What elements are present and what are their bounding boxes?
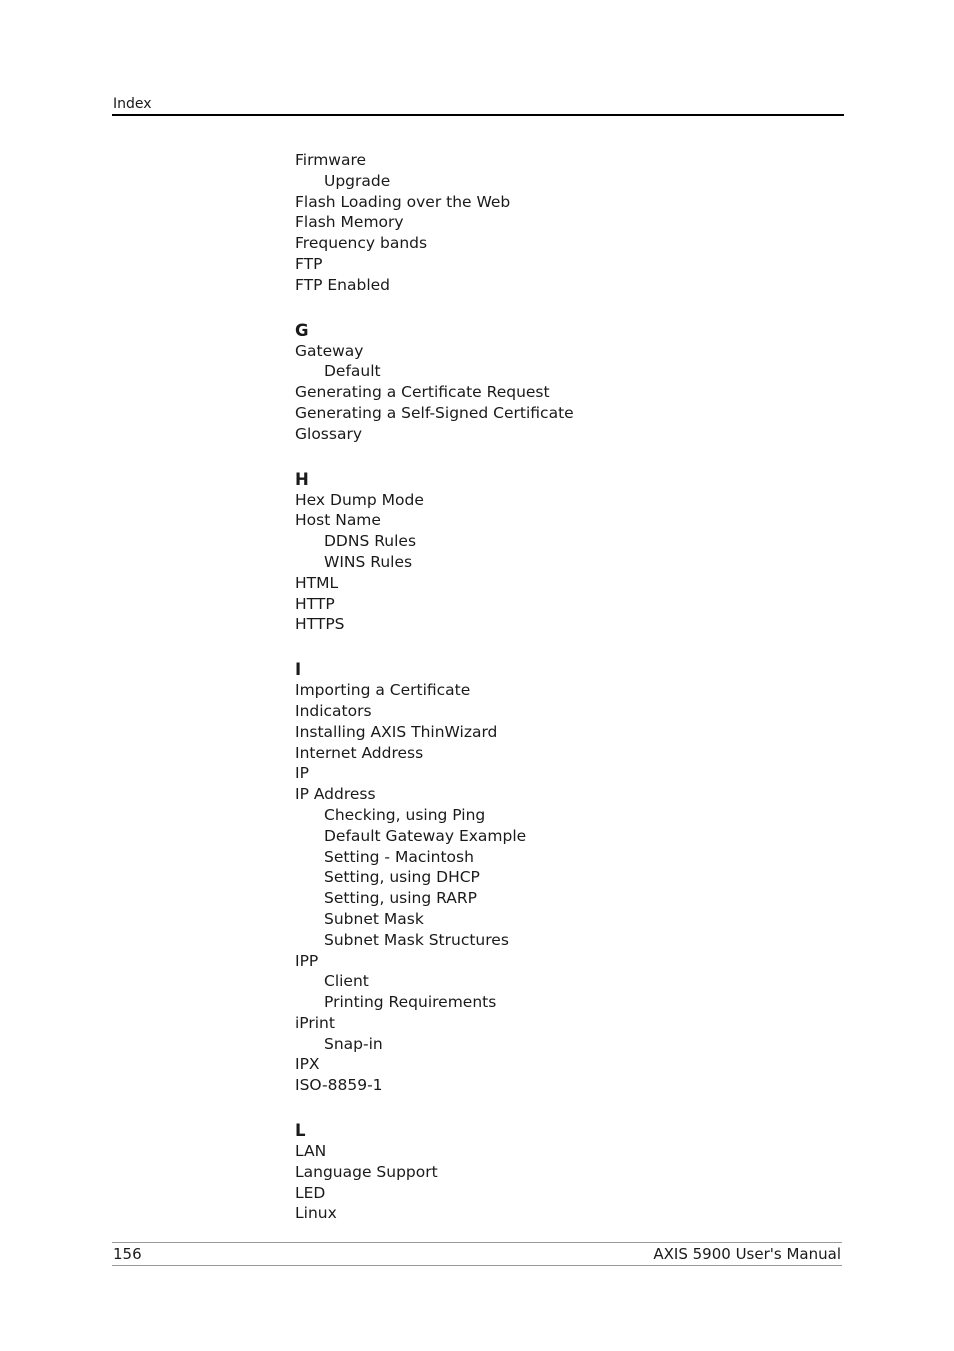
index-entry: iPrint xyxy=(295,1013,335,1032)
section-letter: G xyxy=(295,320,309,340)
section-letter: L xyxy=(295,1121,306,1141)
section-letter: H xyxy=(295,469,309,489)
index-subentry: Default Gateway Example xyxy=(324,826,527,845)
index-entry: Firmware xyxy=(295,151,367,169)
index-subentry: Subnet Mask xyxy=(324,909,424,928)
index-subentry: WINS Rules xyxy=(324,552,413,571)
manual-title: AXIS 5900 User's Manual xyxy=(653,1245,841,1263)
index-subentry: Checking, using Ping xyxy=(324,805,486,824)
index-subentry: Client xyxy=(324,972,369,991)
index-subentry: Default xyxy=(324,362,381,381)
index-entry: IP Address xyxy=(295,785,376,804)
index-entry: HTTP xyxy=(295,594,335,613)
index-entry: LAN xyxy=(295,1142,327,1161)
index-entry: FTP Enabled xyxy=(295,275,391,294)
index-entry: LED xyxy=(295,1183,326,1202)
page-number: 156 xyxy=(113,1245,142,1263)
section-gap xyxy=(295,635,815,660)
page-header xyxy=(112,94,844,116)
index-entry: Gateway xyxy=(295,341,364,360)
index-entry: Hex Dump Mode xyxy=(295,490,424,509)
page-footer xyxy=(112,1242,842,1266)
index-subentry: Snap-in xyxy=(324,1034,383,1053)
index-entry: Glossary xyxy=(295,424,362,443)
index-subentry: Printing Requirements xyxy=(324,993,497,1012)
index-entry: Indicators xyxy=(295,701,372,720)
index-subentry: Subnet Mask Structures xyxy=(324,930,509,949)
index-entry: Host Name xyxy=(295,511,381,530)
section-gap xyxy=(295,1096,815,1121)
index-entry: HTTPS xyxy=(295,615,345,634)
index-entry: Internet Address xyxy=(295,743,424,762)
section-gap xyxy=(295,445,815,470)
index-entry: FTP xyxy=(295,254,323,273)
index-entry: ISO-8859-1 xyxy=(295,1076,383,1095)
section-letter: I xyxy=(295,660,302,680)
index-entry: Linux xyxy=(295,1204,337,1223)
index-entry: Installing AXIS ThinWizard xyxy=(295,722,498,741)
index-subentry: DDNS Rules xyxy=(324,532,417,551)
index-entry: Flash Loading over the Web xyxy=(295,192,511,211)
index-subentry: Setting, using RARP xyxy=(324,889,478,908)
index-subentry: Upgrade xyxy=(324,171,391,190)
index-entry: Language Support xyxy=(295,1162,438,1181)
index-entry: IPX xyxy=(295,1055,320,1074)
index-list xyxy=(295,150,815,1224)
index-entry: Generating a Self-Signed Certificate xyxy=(295,403,574,422)
index-subentry: Setting, using DHCP xyxy=(324,868,480,887)
index-entry: Flash Memory xyxy=(295,213,404,232)
section-gap xyxy=(295,296,815,321)
index-entry: IPP xyxy=(295,951,319,970)
index-entry: HTML xyxy=(295,573,339,592)
index-entry: Generating a Certificate Request xyxy=(295,383,550,402)
index-entry: Frequency bands xyxy=(295,234,428,253)
header-title: Index xyxy=(113,96,152,112)
index-entry: Importing a Certificate xyxy=(295,681,471,700)
index-subentry: Setting - Macintosh xyxy=(324,847,474,866)
index-entry: IP xyxy=(295,764,309,783)
